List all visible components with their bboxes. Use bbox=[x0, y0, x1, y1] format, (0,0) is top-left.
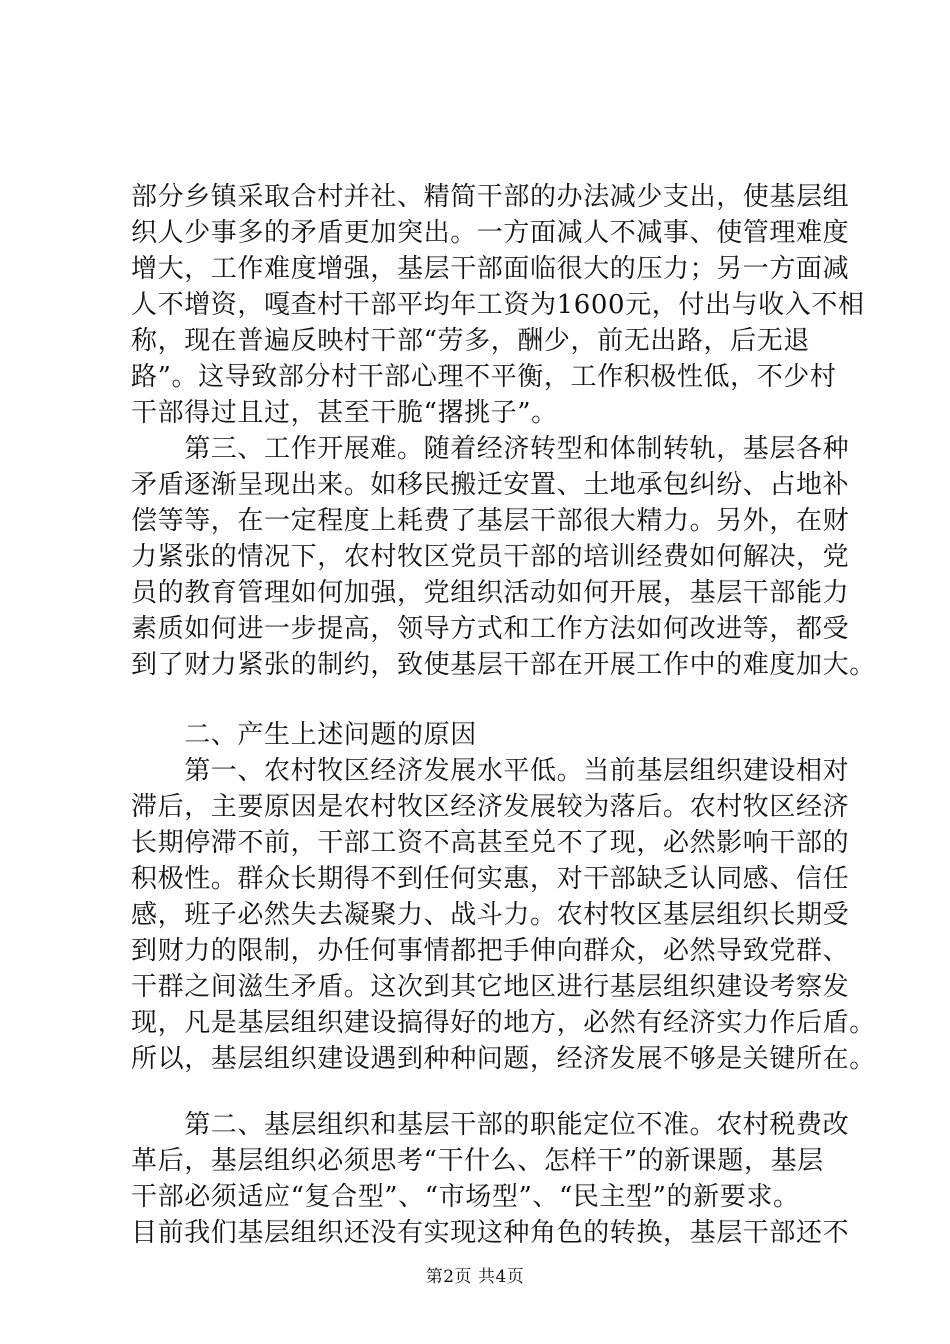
body-text-line: 滞后，主要原因是农村牧区经济发展较为落后。农村牧区经济 bbox=[131, 792, 850, 822]
body-text-line: 现，凡是基层组织建设搞得好的地方，必然有经济实力作后盾。 bbox=[131, 1008, 876, 1038]
body-text-line: 干群之间滋生矛盾。这次到其它地区进行基层组织建设考察发 bbox=[131, 972, 850, 1002]
paragraph-start-line: 第三、工作开展难。随着经济转型和体制转轨，基层各种 bbox=[131, 434, 850, 464]
body-text-line: 增大，工作难度增强，基层干部面临很大的压力；另一方面减 bbox=[131, 254, 850, 284]
body-text-line: 革后，基层组织必须思考“干什么、怎样干”的新课题，基层 bbox=[131, 1146, 824, 1176]
body-text-line: 部分乡镇采取合村并社、精简干部的办法减少支出，使基层组 bbox=[131, 182, 850, 212]
body-text-line: 力紧张的情况下，农村牧区党员干部的培训经费如何解决，党 bbox=[131, 542, 850, 572]
body-text-line: 积极性。群众长期得不到任何实惠，对干部缺乏认同感、信任 bbox=[131, 864, 850, 894]
body-text-line: 路”。这导致部分村干部心理不平衡，工作积极性低，不少村 bbox=[131, 362, 837, 392]
body-text-line: 偿等等，在一定程度上耗费了基层干部很大精力。另外，在财 bbox=[131, 506, 850, 536]
body-text-line: 长期停滞不前，干部工资不高甚至兑不了现，必然影响干部的 bbox=[131, 828, 850, 858]
body-text-line: 员的教育管理如何加强，党组织活动如何开展，基层干部能力 bbox=[131, 578, 850, 608]
body-text-line: 称，现在普遍反映村干部“劳多，酬少，前无出路，后无退 bbox=[131, 326, 810, 356]
body-text-line: 感，班子必然失去凝聚力、战斗力。农村牧区基层组织长期受 bbox=[131, 900, 850, 930]
body-text-line: 目前我们基层组织还没有实现这种角色的转换，基层干部还不 bbox=[131, 1218, 850, 1248]
body-text-line: 所以，基层组织建设遇到种种问题，经济发展不够是关键所在。 bbox=[131, 1044, 876, 1074]
body-text-line: 干部必须适应“复合型”、“市场型”、“民主型”的新要求。 bbox=[131, 1182, 800, 1212]
body-text-line: 到了财力紧张的制约，致使基层干部在开展工作中的难度加大。 bbox=[131, 650, 876, 680]
body-text-line: 素质如何进一步提高，领导方式和工作方法如何改进等，都受 bbox=[131, 614, 850, 644]
body-text-line: 人不增资，嘎查村干部平均年工资为1600元，付出与收入不相 bbox=[131, 290, 865, 320]
body-text-line: 干部得过且过，甚至干脆“撂挑子”。 bbox=[131, 398, 558, 428]
body-text-line: 矛盾逐渐呈现出来。如移民搬迁安置、土地承包纠纷、占地补 bbox=[131, 470, 850, 500]
body-text-line: 到财力的限制，办任何事情都把手伸向群众，必然导致党群、 bbox=[131, 936, 850, 966]
paragraph-start-line: 第二、基层组织和基层干部的职能定位不准。农村税费改 bbox=[131, 1110, 850, 1140]
section-heading: 二、产生上述问题的原因 bbox=[131, 720, 477, 750]
paragraph-start-line: 第一、农村牧区经济发展水平低。当前基层组织建设相对 bbox=[131, 756, 850, 786]
body-text-line: 织人少事多的矛盾更加突出。一方面减人不减事、使管理难度 bbox=[131, 218, 850, 248]
page-number-footer: 第2页 共4页 bbox=[425, 1267, 525, 1287]
